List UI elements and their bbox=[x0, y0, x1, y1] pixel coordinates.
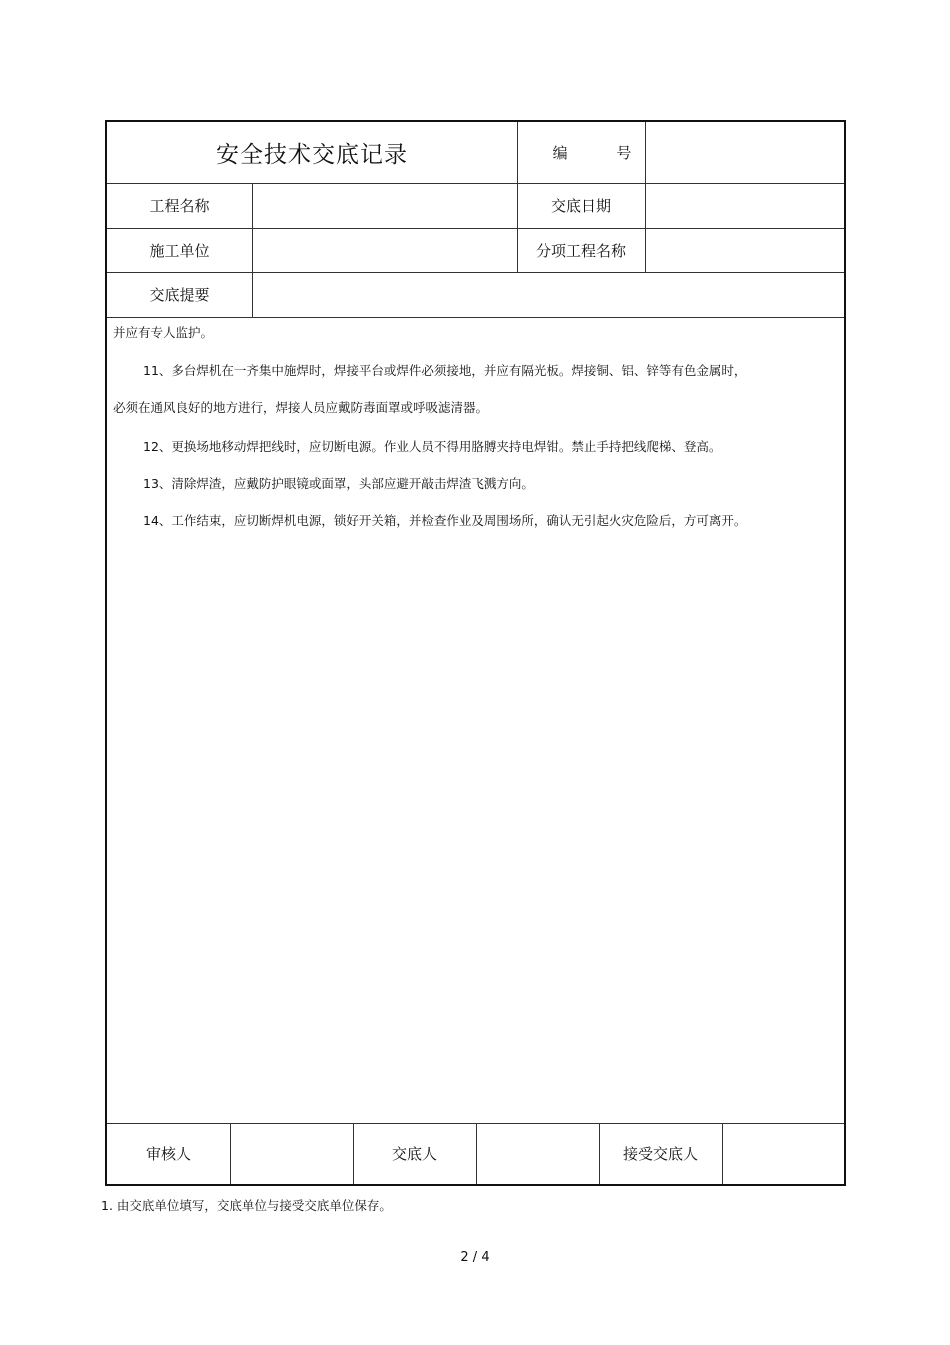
number-label: 编 号 bbox=[552, 144, 654, 162]
content-line: 12、更换场地移动焊把线时，应切断电源。作业人员不得用胳膊夹持电焊钳。禁止手持把线爬梯、登高。 bbox=[143, 439, 722, 454]
date-field[interactable] bbox=[645, 183, 844, 228]
content-line: 13、清除焊渣，应戴防护眼镜或面罩，头部应避开敲击焊渣飞溅方向。 bbox=[143, 476, 534, 491]
number-field[interactable] bbox=[645, 122, 844, 183]
summary-field[interactable] bbox=[252, 272, 844, 317]
construction-unit-field[interactable] bbox=[252, 228, 517, 272]
reviewer-label: 审核人 bbox=[145, 1145, 191, 1163]
sub-project-label: 分项工程名称 bbox=[535, 241, 626, 260]
content-line: 必须在通风良好的地方进行，焊接人员应戴防毒面罩或呼吸滤清器。 bbox=[113, 400, 489, 415]
page-number: 2 / 4 bbox=[460, 1250, 490, 1265]
presenter-label: 交底人 bbox=[391, 1145, 437, 1163]
footnote: 1. 由交底单位填写，交底单位与接受交底单位保存。 bbox=[101, 1198, 392, 1213]
project-name-label: 工程名称 bbox=[149, 197, 210, 215]
form-title: 安全技术交底记录 bbox=[216, 142, 408, 168]
construction-unit-label: 施工单位 bbox=[149, 241, 210, 260]
summary-label: 交底提要 bbox=[149, 286, 210, 304]
safety-briefing-form bbox=[105, 120, 846, 1186]
content-line: 并应有专人监护。 bbox=[113, 325, 214, 340]
receiver-label: 接受交底人 bbox=[622, 1145, 698, 1163]
date-label: 交底日期 bbox=[550, 197, 611, 215]
content-line: 14、工作结束，应切断焊机电源，锁好开关箱，并检查作业及周围场所，确认无引起火灾危险后，方可离开。 bbox=[143, 513, 747, 528]
row-divider bbox=[107, 317, 844, 318]
receiver-field[interactable] bbox=[722, 1123, 844, 1184]
content-line: 11、多台焊机在一齐集中施焊时，焊接平台或焊件必须接地，并应有隔光板。焊接铜、铝、锌等有色金属时， bbox=[143, 363, 747, 378]
sub-project-field[interactable] bbox=[645, 228, 844, 272]
presenter-field[interactable] bbox=[476, 1123, 599, 1184]
project-name-field[interactable] bbox=[252, 183, 517, 228]
reviewer-field[interactable] bbox=[230, 1123, 353, 1184]
